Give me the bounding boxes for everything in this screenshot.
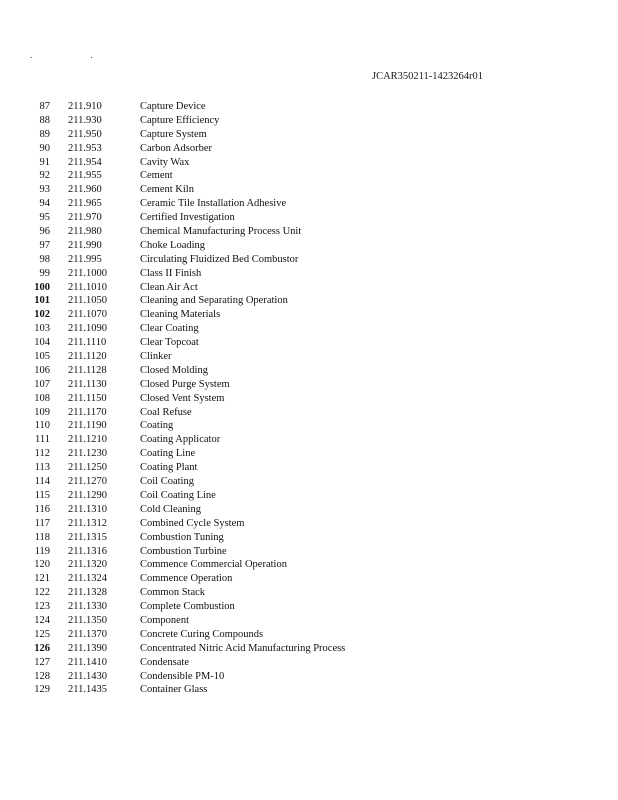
line-number: 87 bbox=[39, 101, 50, 112]
list-item bbox=[0, 545, 618, 559]
line-number: 111 bbox=[35, 434, 50, 446]
list-item bbox=[0, 156, 618, 170]
section-number: 211.980 bbox=[68, 226, 102, 238]
line-number: 128 bbox=[34, 670, 50, 682]
list-item bbox=[0, 628, 618, 642]
line-number: 117 bbox=[34, 517, 50, 529]
list-item bbox=[0, 475, 618, 489]
list-item bbox=[0, 670, 618, 684]
list-item bbox=[0, 461, 618, 475]
line-number: 108 bbox=[34, 392, 50, 404]
line-number: 120 bbox=[34, 559, 50, 571]
list-item bbox=[0, 683, 618, 697]
line-number: 88 bbox=[39, 114, 50, 126]
section-number: 211.953 bbox=[68, 142, 102, 154]
line-number: 100 bbox=[34, 281, 50, 293]
list-item bbox=[0, 294, 618, 308]
defined-term: Coil Coating bbox=[140, 476, 194, 488]
section-number: 211.1312 bbox=[68, 517, 107, 529]
line-number: 116 bbox=[34, 503, 50, 515]
list-item bbox=[0, 517, 618, 531]
document-id: JCAR350211-1423264r01 bbox=[372, 71, 484, 82]
list-item bbox=[0, 614, 618, 628]
defined-term: Commence Operation bbox=[140, 573, 233, 585]
section-number: 211.1050 bbox=[68, 295, 107, 307]
line-number: 105 bbox=[34, 351, 50, 363]
defined-term: Cavity Wax bbox=[140, 156, 190, 168]
section-number: 211.910 bbox=[68, 101, 102, 112]
section-number: 211.1250 bbox=[68, 462, 107, 474]
list-item bbox=[0, 100, 618, 114]
section-number: 211.1270 bbox=[68, 476, 107, 488]
defined-term: Cleaning and Separating Operation bbox=[140, 295, 288, 307]
defined-term: Closed Vent System bbox=[140, 392, 225, 404]
section-number: 211.990 bbox=[68, 239, 102, 251]
section-number: 211.970 bbox=[68, 212, 102, 224]
section-number: 211.960 bbox=[68, 184, 102, 196]
section-number: 211.955 bbox=[68, 170, 102, 182]
line-number: 114 bbox=[34, 476, 50, 488]
list-item bbox=[0, 600, 618, 614]
defined-term: Certified Investigation bbox=[140, 212, 235, 224]
list-item bbox=[0, 128, 618, 142]
list-item bbox=[0, 322, 618, 336]
list-item bbox=[0, 211, 618, 225]
list-item bbox=[0, 406, 618, 420]
list-item bbox=[0, 419, 618, 433]
list-item bbox=[0, 531, 618, 545]
section-number: 211.965 bbox=[68, 198, 102, 210]
list-item bbox=[0, 281, 618, 295]
list-item bbox=[0, 489, 618, 503]
line-number: 121 bbox=[34, 573, 50, 585]
defined-term: Class II Finish bbox=[140, 267, 202, 279]
line-number: 129 bbox=[34, 684, 50, 696]
defined-term: Capture Efficiency bbox=[140, 114, 220, 126]
line-number: 124 bbox=[34, 614, 50, 626]
line-number: 92 bbox=[39, 170, 50, 182]
defined-term: Capture System bbox=[140, 128, 207, 140]
defined-term: Clean Air Act bbox=[140, 281, 198, 293]
defined-term: Ceramic Tile Installation Adhesive bbox=[140, 198, 287, 210]
defined-term: Concentrated Nitric Acid Manufacturing Process bbox=[140, 642, 346, 654]
line-number: 122 bbox=[34, 587, 50, 599]
line-number: 118 bbox=[34, 531, 50, 543]
defined-term: Cleaning Materials bbox=[140, 309, 221, 321]
defined-term: Coil Coating Line bbox=[140, 489, 216, 501]
list-item bbox=[0, 586, 618, 600]
line-number: 115 bbox=[34, 489, 50, 501]
list-item bbox=[0, 364, 618, 378]
section-number: 211.1410 bbox=[68, 656, 107, 668]
defined-term: Circulating Fluidized Bed Combustor bbox=[140, 253, 299, 265]
section-number: 211.995 bbox=[68, 253, 102, 265]
defined-term: Clear Coating bbox=[140, 323, 199, 335]
defined-term: Condensible PM-10 bbox=[140, 670, 225, 682]
defined-term: Coating Applicator bbox=[140, 434, 221, 446]
list-item bbox=[0, 253, 618, 267]
section-number: 211.1190 bbox=[68, 420, 107, 432]
defined-term: Cement Kiln bbox=[140, 184, 194, 196]
defined-term: Coating bbox=[140, 420, 174, 432]
defined-term: Coating Plant bbox=[140, 462, 198, 474]
defined-term: Clinker bbox=[140, 351, 172, 363]
line-number: 123 bbox=[34, 601, 50, 613]
line-number: 93 bbox=[39, 184, 50, 196]
line-number: 101 bbox=[34, 295, 50, 307]
section-number: 211.1316 bbox=[68, 545, 107, 557]
section-number: 211.1370 bbox=[68, 628, 107, 640]
section-number: 211.1230 bbox=[68, 448, 107, 460]
defined-term: Combustion Turbine bbox=[140, 545, 227, 557]
list-item bbox=[0, 656, 618, 670]
section-number: 211.1435 bbox=[68, 684, 107, 696]
defined-term: Capture Device bbox=[140, 101, 206, 112]
section-number: 211.1150 bbox=[68, 392, 107, 404]
section-number: 211.1210 bbox=[68, 434, 107, 446]
list-item bbox=[0, 114, 618, 128]
section-number: 211.1328 bbox=[68, 587, 107, 599]
defined-term: Commence Commercial Operation bbox=[140, 559, 287, 571]
section-number: 211.1430 bbox=[68, 670, 107, 682]
list-item bbox=[0, 336, 618, 350]
line-number: 104 bbox=[34, 337, 50, 349]
list-item bbox=[0, 433, 618, 447]
line-number: 106 bbox=[34, 364, 50, 376]
list-item bbox=[0, 183, 618, 197]
line-number: 96 bbox=[39, 226, 50, 238]
section-number: 211.1315 bbox=[68, 531, 107, 543]
section-number: 211.1090 bbox=[68, 323, 107, 335]
list-item bbox=[0, 558, 618, 572]
section-number: 211.954 bbox=[68, 156, 102, 168]
section-number: 211.1170 bbox=[68, 406, 107, 418]
section-number: 211.1324 bbox=[68, 573, 107, 585]
list-item bbox=[0, 447, 618, 461]
section-number: 211.1070 bbox=[68, 309, 107, 321]
list-item bbox=[0, 350, 618, 364]
section-number: 211.1130 bbox=[68, 378, 107, 390]
list-item bbox=[0, 169, 618, 183]
defined-term: Coating Line bbox=[140, 448, 196, 460]
line-number: 102 bbox=[34, 309, 50, 321]
defined-term: Condensate bbox=[140, 656, 189, 668]
list-item bbox=[0, 239, 618, 253]
defined-term: Clear Topcoat bbox=[140, 337, 199, 349]
list-item bbox=[0, 142, 618, 156]
list-item bbox=[0, 392, 618, 406]
list-item bbox=[0, 197, 618, 211]
line-number: 103 bbox=[34, 323, 50, 335]
line-number: 95 bbox=[39, 212, 50, 224]
list-item bbox=[0, 267, 618, 281]
line-number: 94 bbox=[39, 198, 50, 210]
defined-term: Cold Cleaning bbox=[140, 503, 201, 515]
section-number: 211.1128 bbox=[68, 364, 107, 376]
scan-marks: . . bbox=[30, 50, 121, 60]
defined-term: Choke Loading bbox=[140, 239, 206, 251]
line-number: 119 bbox=[34, 545, 50, 557]
line-number: 110 bbox=[34, 420, 50, 432]
defined-term: Cement bbox=[140, 170, 173, 182]
section-number: 211.1330 bbox=[68, 601, 107, 613]
defined-term: Container Glass bbox=[140, 684, 208, 696]
section-number: 211.1110 bbox=[68, 337, 107, 349]
defined-term: Closed Molding bbox=[140, 364, 208, 376]
section-number: 211.1310 bbox=[68, 503, 107, 515]
line-number: 113 bbox=[34, 462, 50, 474]
section-number: 211.1000 bbox=[68, 267, 107, 279]
line-number: 91 bbox=[39, 156, 50, 168]
list-item bbox=[0, 225, 618, 239]
defined-term: Closed Purge System bbox=[140, 378, 230, 390]
list-item bbox=[0, 642, 618, 656]
line-number: 98 bbox=[39, 253, 50, 265]
line-number: 126 bbox=[34, 642, 50, 654]
line-number: 109 bbox=[34, 406, 50, 418]
list-item bbox=[0, 308, 618, 322]
line-number: 89 bbox=[39, 128, 50, 140]
defined-term: Chemical Manufacturing Process Unit bbox=[140, 226, 302, 238]
defined-term: Concrete Curing Compounds bbox=[140, 628, 264, 640]
definitions-list bbox=[0, 100, 618, 697]
defined-term: Coal Refuse bbox=[140, 406, 192, 418]
line-number: 107 bbox=[34, 378, 50, 390]
defined-term: Combustion Tuning bbox=[140, 531, 224, 543]
section-number: 211.930 bbox=[68, 114, 102, 126]
defined-term: Component bbox=[140, 614, 189, 626]
line-number: 97 bbox=[39, 239, 50, 251]
section-number: 211.1350 bbox=[68, 614, 107, 626]
defined-term: Combined Cycle System bbox=[140, 517, 245, 529]
line-number: 125 bbox=[34, 628, 50, 640]
section-number: 211.1010 bbox=[68, 281, 107, 293]
section-number: 211.1290 bbox=[68, 489, 107, 501]
list-item bbox=[0, 572, 618, 586]
section-number: 211.950 bbox=[68, 128, 102, 140]
section-number: 211.1390 bbox=[68, 642, 107, 654]
list-item bbox=[0, 378, 618, 392]
section-number: 211.1320 bbox=[68, 559, 107, 571]
defined-term: Carbon Adsorber bbox=[140, 142, 213, 154]
list-item bbox=[0, 503, 618, 517]
section-number: 211.1120 bbox=[68, 351, 107, 363]
line-number: 90 bbox=[39, 142, 50, 154]
line-number: 112 bbox=[34, 448, 50, 460]
line-number: 99 bbox=[39, 267, 50, 279]
defined-term: Common Stack bbox=[140, 587, 206, 599]
defined-term: Complete Combustion bbox=[140, 601, 235, 613]
line-number: 127 bbox=[34, 656, 50, 668]
